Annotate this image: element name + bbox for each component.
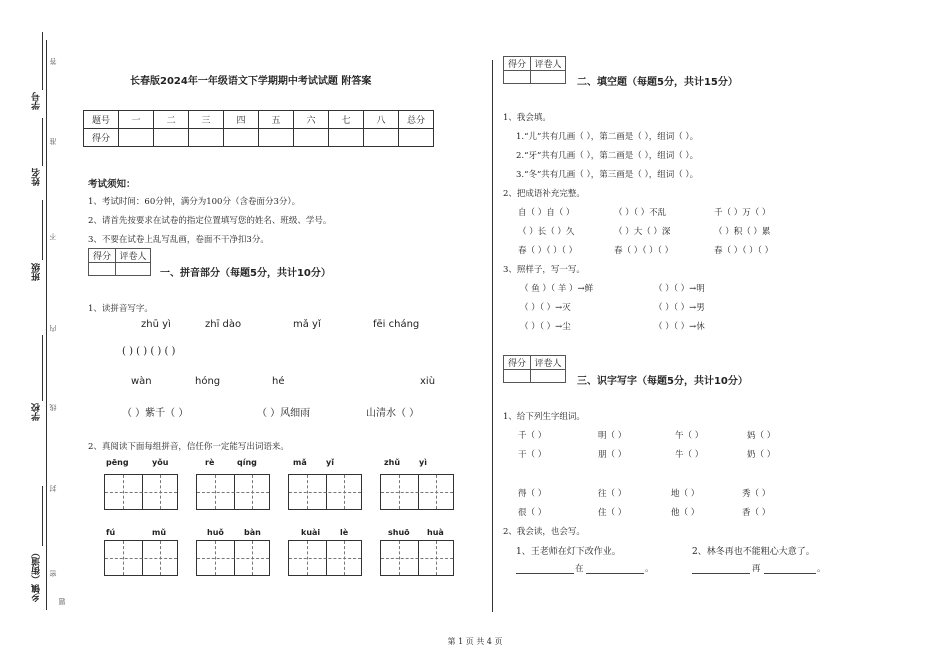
score-table-score-row	[84, 129, 434, 147]
section2-q2: 2、把成语补充完整。	[503, 189, 585, 199]
section1-heading: 一、拼音部分（每题5分，共计10分）	[160, 268, 331, 279]
binding-mark: 准	[49, 138, 57, 145]
score-cell[interactable]	[189, 129, 224, 147]
idiom-fill[interactable]: （ ）风细雨	[257, 408, 311, 419]
notes-heading: 考试须知：	[88, 179, 136, 190]
section1-q2: 2、真阅读下面每组拼音，信任你一定能写出词语来。	[88, 442, 289, 452]
score-cell[interactable]	[364, 129, 399, 147]
writing-grid[interactable]	[380, 474, 454, 510]
idiom-item[interactable]: （ ）积（ ）累	[714, 227, 771, 237]
score-header-cell: 六	[294, 111, 329, 129]
score-header-cell: 七	[329, 111, 364, 129]
idiom-item[interactable]: 春（ ）（ ）（ ）	[714, 246, 774, 256]
note-item: 1、考试时间：60分钟，满分为100分（含卷面分3分）。	[88, 197, 301, 207]
word-item[interactable]: 朋（ ）	[598, 450, 627, 460]
binding-mark: 线	[49, 404, 57, 411]
side-label-student-id: 学号	[32, 92, 42, 110]
binding-mark: 封	[49, 485, 57, 492]
score-header-cell: 五	[259, 111, 294, 129]
fill-line[interactable]: 3.“冬”共有几画（ ），第三画是（ ），组词（ ）。	[516, 170, 699, 180]
score-header-cell: 一	[119, 111, 154, 129]
writing-grid[interactable]	[380, 540, 454, 576]
side-label-township: 乡镇（街道）	[32, 548, 42, 602]
pinyin-text: hóng	[195, 376, 221, 387]
example-item[interactable]: （ ）（ ）→男	[654, 303, 705, 313]
word-item[interactable]: 很（ ）	[518, 508, 547, 518]
grader-box-section1	[88, 248, 151, 276]
binding-mark: 不	[49, 233, 57, 240]
section3-heading: 三、识字写字（每题5分，共计10分）	[577, 376, 748, 387]
side-label-name: 姓名	[32, 168, 42, 186]
writing-grid[interactable]	[104, 540, 178, 576]
idiom-item[interactable]: （ ）（ ）不乱	[614, 208, 667, 218]
word-item[interactable]: 妈（ ）	[747, 431, 776, 441]
idiom-fill[interactable]: （ ）紫千（ ）	[122, 408, 189, 419]
section3-q1: 1、给下列生字组词。	[503, 412, 585, 422]
grader-box-section3	[503, 355, 566, 383]
answer-blanks-row1[interactable]: ( ) ( ) ( ) ( )	[122, 346, 176, 357]
grid-pinyin: bàn	[244, 528, 261, 537]
grader-score-label: 得分	[89, 249, 116, 263]
pinyin-text: xiù	[420, 376, 436, 387]
writing-grid[interactable]	[196, 540, 270, 576]
column-divider	[492, 60, 493, 612]
grid-pinyin: fú	[106, 528, 116, 537]
grid-pinyin: yì	[419, 458, 427, 467]
grid-pinyin: mǔ	[152, 528, 167, 537]
binding-mark: 内	[49, 325, 57, 332]
answer-line[interactable]	[586, 573, 644, 574]
word-item[interactable]: 明（ ）	[598, 431, 627, 441]
pinyin-text: fēi cháng	[373, 319, 420, 330]
example-sentence: 2、林冬再也不能粗心大意了。	[692, 547, 815, 557]
class-line	[42, 200, 43, 260]
grid-pinyin: mǎ	[293, 458, 307, 467]
score-cell[interactable]	[259, 129, 294, 147]
fill-line[interactable]: 1.“儿”共有几画（ ），第二画是（ ），组词（ ）。	[516, 132, 699, 142]
score-table-header-row	[84, 111, 434, 129]
example-item[interactable]: （ ）（ ）→明	[654, 284, 705, 294]
section2-heading: 二、填空题（每题5分，共计15分）	[577, 77, 738, 88]
note-item: 3、不要在试卷上乱写乱画，卷面不干净扣3分。	[88, 235, 269, 245]
idiom-fill[interactable]: 山清水（ ）	[366, 408, 420, 419]
section2-q3: 3、照样子，写一写。	[503, 265, 585, 275]
word-item[interactable]: 千（ ）	[518, 431, 547, 441]
grid-pinyin: pēng	[106, 458, 129, 467]
writing-grid[interactable]	[288, 474, 362, 510]
word-item[interactable]: 往（ ）	[598, 489, 627, 499]
word-item[interactable]: 秀（ ）	[742, 489, 771, 499]
example-item[interactable]: （ 鱼 ）（ 羊 ）→鲜	[520, 284, 594, 294]
idiom-item[interactable]: 春（ ）（ ）（ ）	[614, 246, 674, 256]
score-header-cell: 二	[154, 111, 189, 129]
section1-q1: 1、读拼音写字。	[88, 304, 153, 314]
binding-mark: 题	[58, 598, 66, 605]
score-row-label: 得分	[84, 129, 119, 147]
school-line	[42, 335, 43, 401]
township-line	[42, 486, 43, 546]
idiom-item[interactable]: 春（ ）（ ）（ ）	[518, 246, 578, 256]
grid-pinyin: yǒu	[152, 458, 169, 467]
grader-reviewer-label: 评卷人	[116, 249, 151, 263]
score-cell[interactable]	[224, 129, 259, 147]
idiom-item[interactable]: 千（ ）万（ ）	[714, 208, 771, 218]
score-cell[interactable]	[154, 129, 189, 147]
fill-line[interactable]: 2.“牙”共有几画（ ），第二画是（ ），组词（ ）。	[516, 151, 699, 161]
score-cell[interactable]	[119, 129, 154, 147]
score-cell[interactable]	[329, 129, 364, 147]
example-item[interactable]: （ ）（ ）→休	[654, 322, 705, 332]
writing-grid[interactable]	[288, 540, 362, 576]
example-sentence: 1、王老师在灯下改作业。	[516, 547, 621, 557]
grid-pinyin: shuō	[388, 528, 410, 537]
section3-q2: 2、我会读，也会写。	[503, 527, 585, 537]
grid-pinyin: huǒ	[207, 528, 224, 537]
idiom-item[interactable]: 自（ ）自（ ）	[518, 208, 575, 218]
answer-period: 。	[817, 564, 826, 574]
grader-reviewer-cell[interactable]	[116, 263, 151, 276]
idiom-item[interactable]: （ ）大（ ）深	[614, 227, 671, 237]
answer-line[interactable]	[692, 573, 750, 574]
answer-line[interactable]	[764, 573, 816, 574]
student-id-line	[42, 32, 43, 90]
name-line	[42, 118, 43, 166]
answer-connector: 再	[752, 564, 761, 574]
grid-pinyin: kuài	[301, 528, 321, 537]
grid-pinyin: zhǔ	[384, 458, 401, 467]
grader-score-cell[interactable]	[504, 370, 531, 383]
pinyin-text: mǎ yǐ	[293, 319, 321, 330]
page-title: 长春版2024年一年级语文下学期期中考试试题 附答案	[130, 76, 372, 87]
grader-score-cell[interactable]	[504, 71, 531, 84]
grader-score-label: 得分	[504, 356, 531, 370]
binding-line	[46, 40, 47, 610]
answer-connector: 在	[575, 564, 584, 574]
grid-pinyin: yǐ	[326, 458, 334, 467]
score-header-cell: 八	[364, 111, 399, 129]
grader-reviewer-cell[interactable]	[531, 71, 566, 84]
binding-mark: 密	[49, 570, 57, 577]
example-item[interactable]: （ ）（ ）→尘	[520, 322, 571, 332]
score-cell[interactable]	[399, 129, 434, 147]
grader-reviewer-label: 评卷人	[531, 57, 566, 71]
answer-period: 。	[645, 564, 654, 574]
side-label-class: 班级	[32, 263, 42, 281]
page-footer: 第 1 页 共 4 页	[447, 637, 503, 646]
word-item[interactable]: 得（ ）	[518, 489, 547, 499]
grid-pinyin: lè	[340, 528, 349, 537]
note-item: 2、请首先按要求在试卷的指定位置填写您的姓名、班级、学号。	[88, 216, 332, 226]
word-item[interactable]: 他（ ）	[671, 508, 700, 518]
word-item[interactable]: 牛（ ）	[675, 450, 704, 460]
score-table	[83, 110, 434, 147]
grid-pinyin: rè	[205, 458, 215, 467]
word-item[interactable]: 地（ ）	[671, 489, 700, 499]
pinyin-text: hé	[272, 376, 285, 387]
pinyin-text: wàn	[131, 376, 152, 387]
example-item[interactable]: （ ）（ ）→灭	[520, 303, 571, 313]
grader-score-cell[interactable]	[89, 263, 116, 276]
writing-grid[interactable]	[196, 474, 270, 510]
score-cell[interactable]	[294, 129, 329, 147]
pinyin-text: zhī dào	[205, 319, 242, 330]
idiom-item[interactable]: （ ）长（ ）久	[518, 227, 575, 237]
grader-box-section2	[503, 56, 566, 84]
word-item[interactable]: 奶（ ）	[747, 450, 776, 460]
score-header-cell: 四	[224, 111, 259, 129]
score-header-cell: 三	[189, 111, 224, 129]
score-header-cell: 题号	[84, 111, 119, 129]
side-label-school: 学校	[32, 403, 42, 421]
grid-pinyin: huà	[427, 528, 444, 537]
pinyin-text: zhū yì	[141, 319, 171, 330]
writing-grid[interactable]	[104, 474, 178, 510]
binding-mark: 答	[49, 58, 57, 65]
word-item[interactable]: 香（ ）	[742, 508, 771, 518]
section2-q1: 1、我会填。	[503, 113, 551, 123]
word-item[interactable]: 干（ ）	[518, 450, 547, 460]
word-item[interactable]: 午（ ）	[675, 431, 704, 441]
grader-reviewer-cell[interactable]	[531, 370, 566, 383]
answer-line[interactable]	[516, 573, 574, 574]
grader-score-label: 得分	[504, 57, 531, 71]
grid-pinyin: qíng	[237, 458, 257, 467]
word-item[interactable]: 住（ ）	[598, 508, 627, 518]
grader-reviewer-label: 评卷人	[531, 356, 566, 370]
score-header-cell: 总分	[399, 111, 434, 129]
